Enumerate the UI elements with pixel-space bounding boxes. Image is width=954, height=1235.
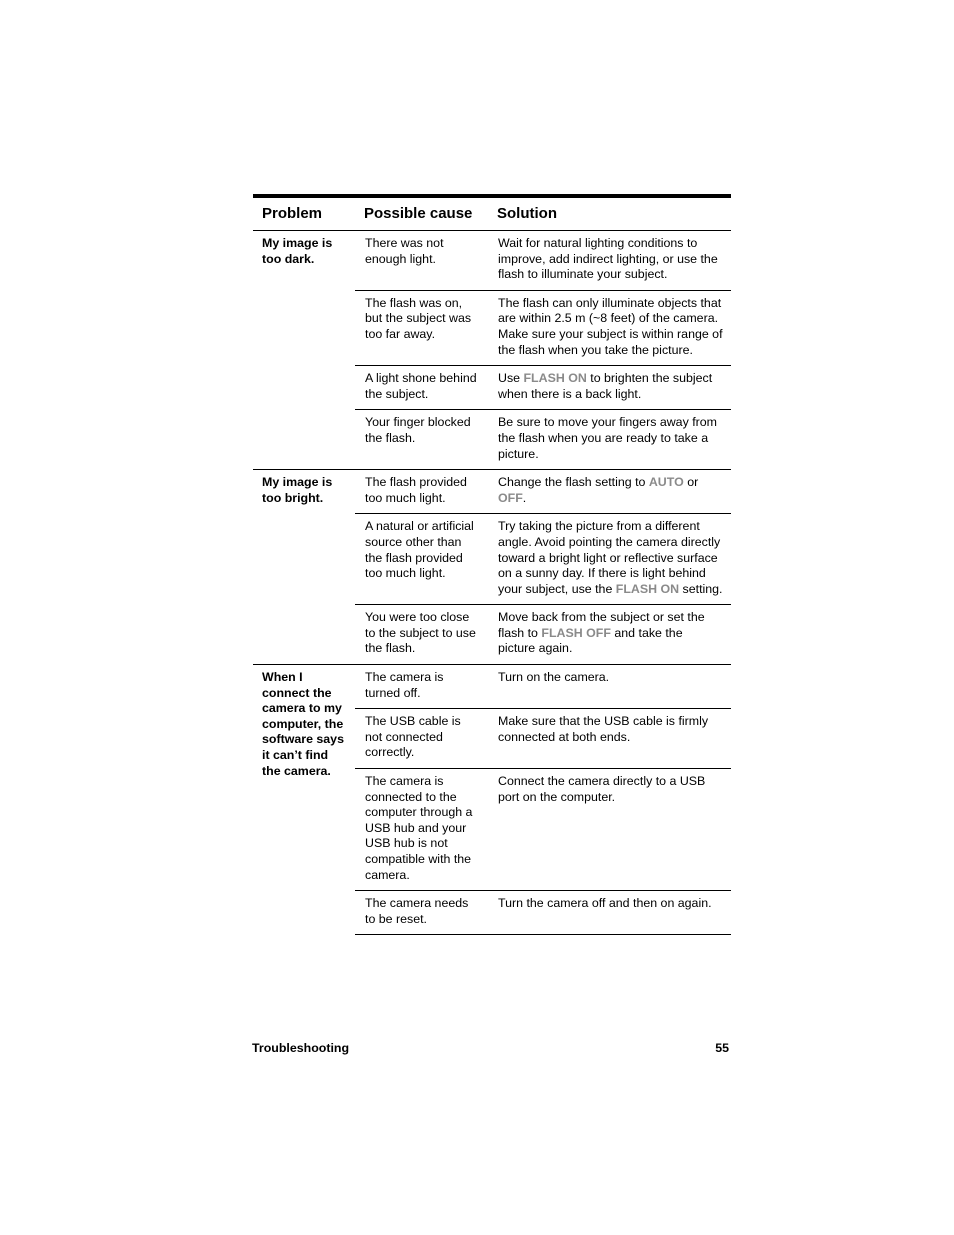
solution-text: Use (498, 371, 524, 386)
setting-keyword: OFF (498, 490, 523, 505)
footer-page-number: 55 (715, 1041, 729, 1055)
solution-cell (488, 709, 731, 769)
cause-cell: You were too close to the subject to use the flash. (355, 605, 488, 665)
setting-keyword: FLASH ON (615, 581, 680, 596)
solution-text: Turn on the camera. (498, 670, 610, 685)
solution-cell (488, 665, 731, 709)
troubleshooting-table (253, 194, 731, 935)
solution-cell (488, 514, 731, 605)
cause-cell: A natural or artificial source other than the flash provided too much light. (355, 514, 488, 605)
solution-cell (488, 410, 731, 470)
table-header (253, 196, 731, 231)
solution-cell (488, 605, 731, 665)
table-row (253, 231, 731, 291)
cause-cell: The camera is connected to the computer through a USB hub and your USB hub is not compatible with the camera. (355, 769, 488, 891)
solution-cell (488, 769, 731, 891)
problem-cell: My image is too bright. (253, 470, 355, 665)
problem-cell: When I connect the camera to my computer, the software says it can’t find the camera. (253, 665, 355, 935)
table-row (253, 665, 731, 709)
table-row (253, 470, 731, 514)
cause-cell: Your finger blocked the flash. (355, 410, 488, 470)
solution-text: Connect the camera directly to a USB port on the computer. (498, 774, 706, 804)
header-row (253, 196, 731, 231)
cause-cell: The camera needs to be reset. (355, 891, 488, 935)
cause-cell: There was not enough light. (365, 236, 444, 266)
solution-text: Turn the camera off and then on again. (498, 896, 712, 911)
solution-text: . (522, 490, 527, 505)
cause-cell: The flash provided too much light. (355, 470, 488, 514)
solution-cell (488, 231, 731, 291)
header-possible-cause: Possible cause (355, 196, 488, 231)
setting-keyword: FLASH OFF (541, 625, 611, 640)
solution-text: Wait for natural lighting conditions to improve, add indirect lighting, or use the flash to illuminate your subject. (498, 236, 718, 282)
header-problem: Problem (253, 196, 355, 231)
solution-text: Try taking the picture from a different angle. Avoid pointing the camera directly toward a bright light or reflective surface on a sunny day. If there is light behind your subject, use the (498, 519, 721, 596)
cause-cell: A light shone behind the subject. (355, 366, 488, 410)
solution-text: and take the picture again. (498, 625, 683, 656)
footer-section-title: Troubleshooting (252, 1041, 350, 1055)
header-solution: Solution (488, 196, 731, 231)
cause-cell: The USB cable is not connected correctly. (355, 709, 488, 769)
cause-cell: The camera is turned off. (355, 665, 488, 709)
solution-cell (488, 366, 731, 410)
solution-text: setting. (679, 581, 723, 596)
setting-keyword: FLASH ON (523, 371, 587, 386)
solution-text: Move back from the subject or set the flash to (498, 610, 705, 640)
problem-cell: My image is too dark. (262, 236, 333, 266)
solution-cell (488, 290, 731, 365)
solution-text: Be sure to move your fingers away from the flash when you are ready to take a picture. (498, 415, 717, 461)
solution-text: The flash can only illuminate objects that are within 2.5 m (~8 feet) of the camera. Make sure your subject is within range of the flash when you take the picture. (498, 295, 723, 357)
solution-cell (488, 891, 731, 935)
solution-cell (488, 470, 731, 514)
solution-text: to brighten the subject when there is a back light. (498, 371, 713, 401)
solution-text: Change the flash setting to (498, 475, 649, 490)
solution-text: Make sure that the USB cable is firmly connected at both ends. (498, 714, 709, 744)
solution-text: or (683, 475, 699, 490)
table-body (253, 231, 731, 935)
setting-keyword: AUTO (648, 475, 684, 490)
cause-cell: The flash was on, but the subject was too far away. (355, 290, 488, 365)
